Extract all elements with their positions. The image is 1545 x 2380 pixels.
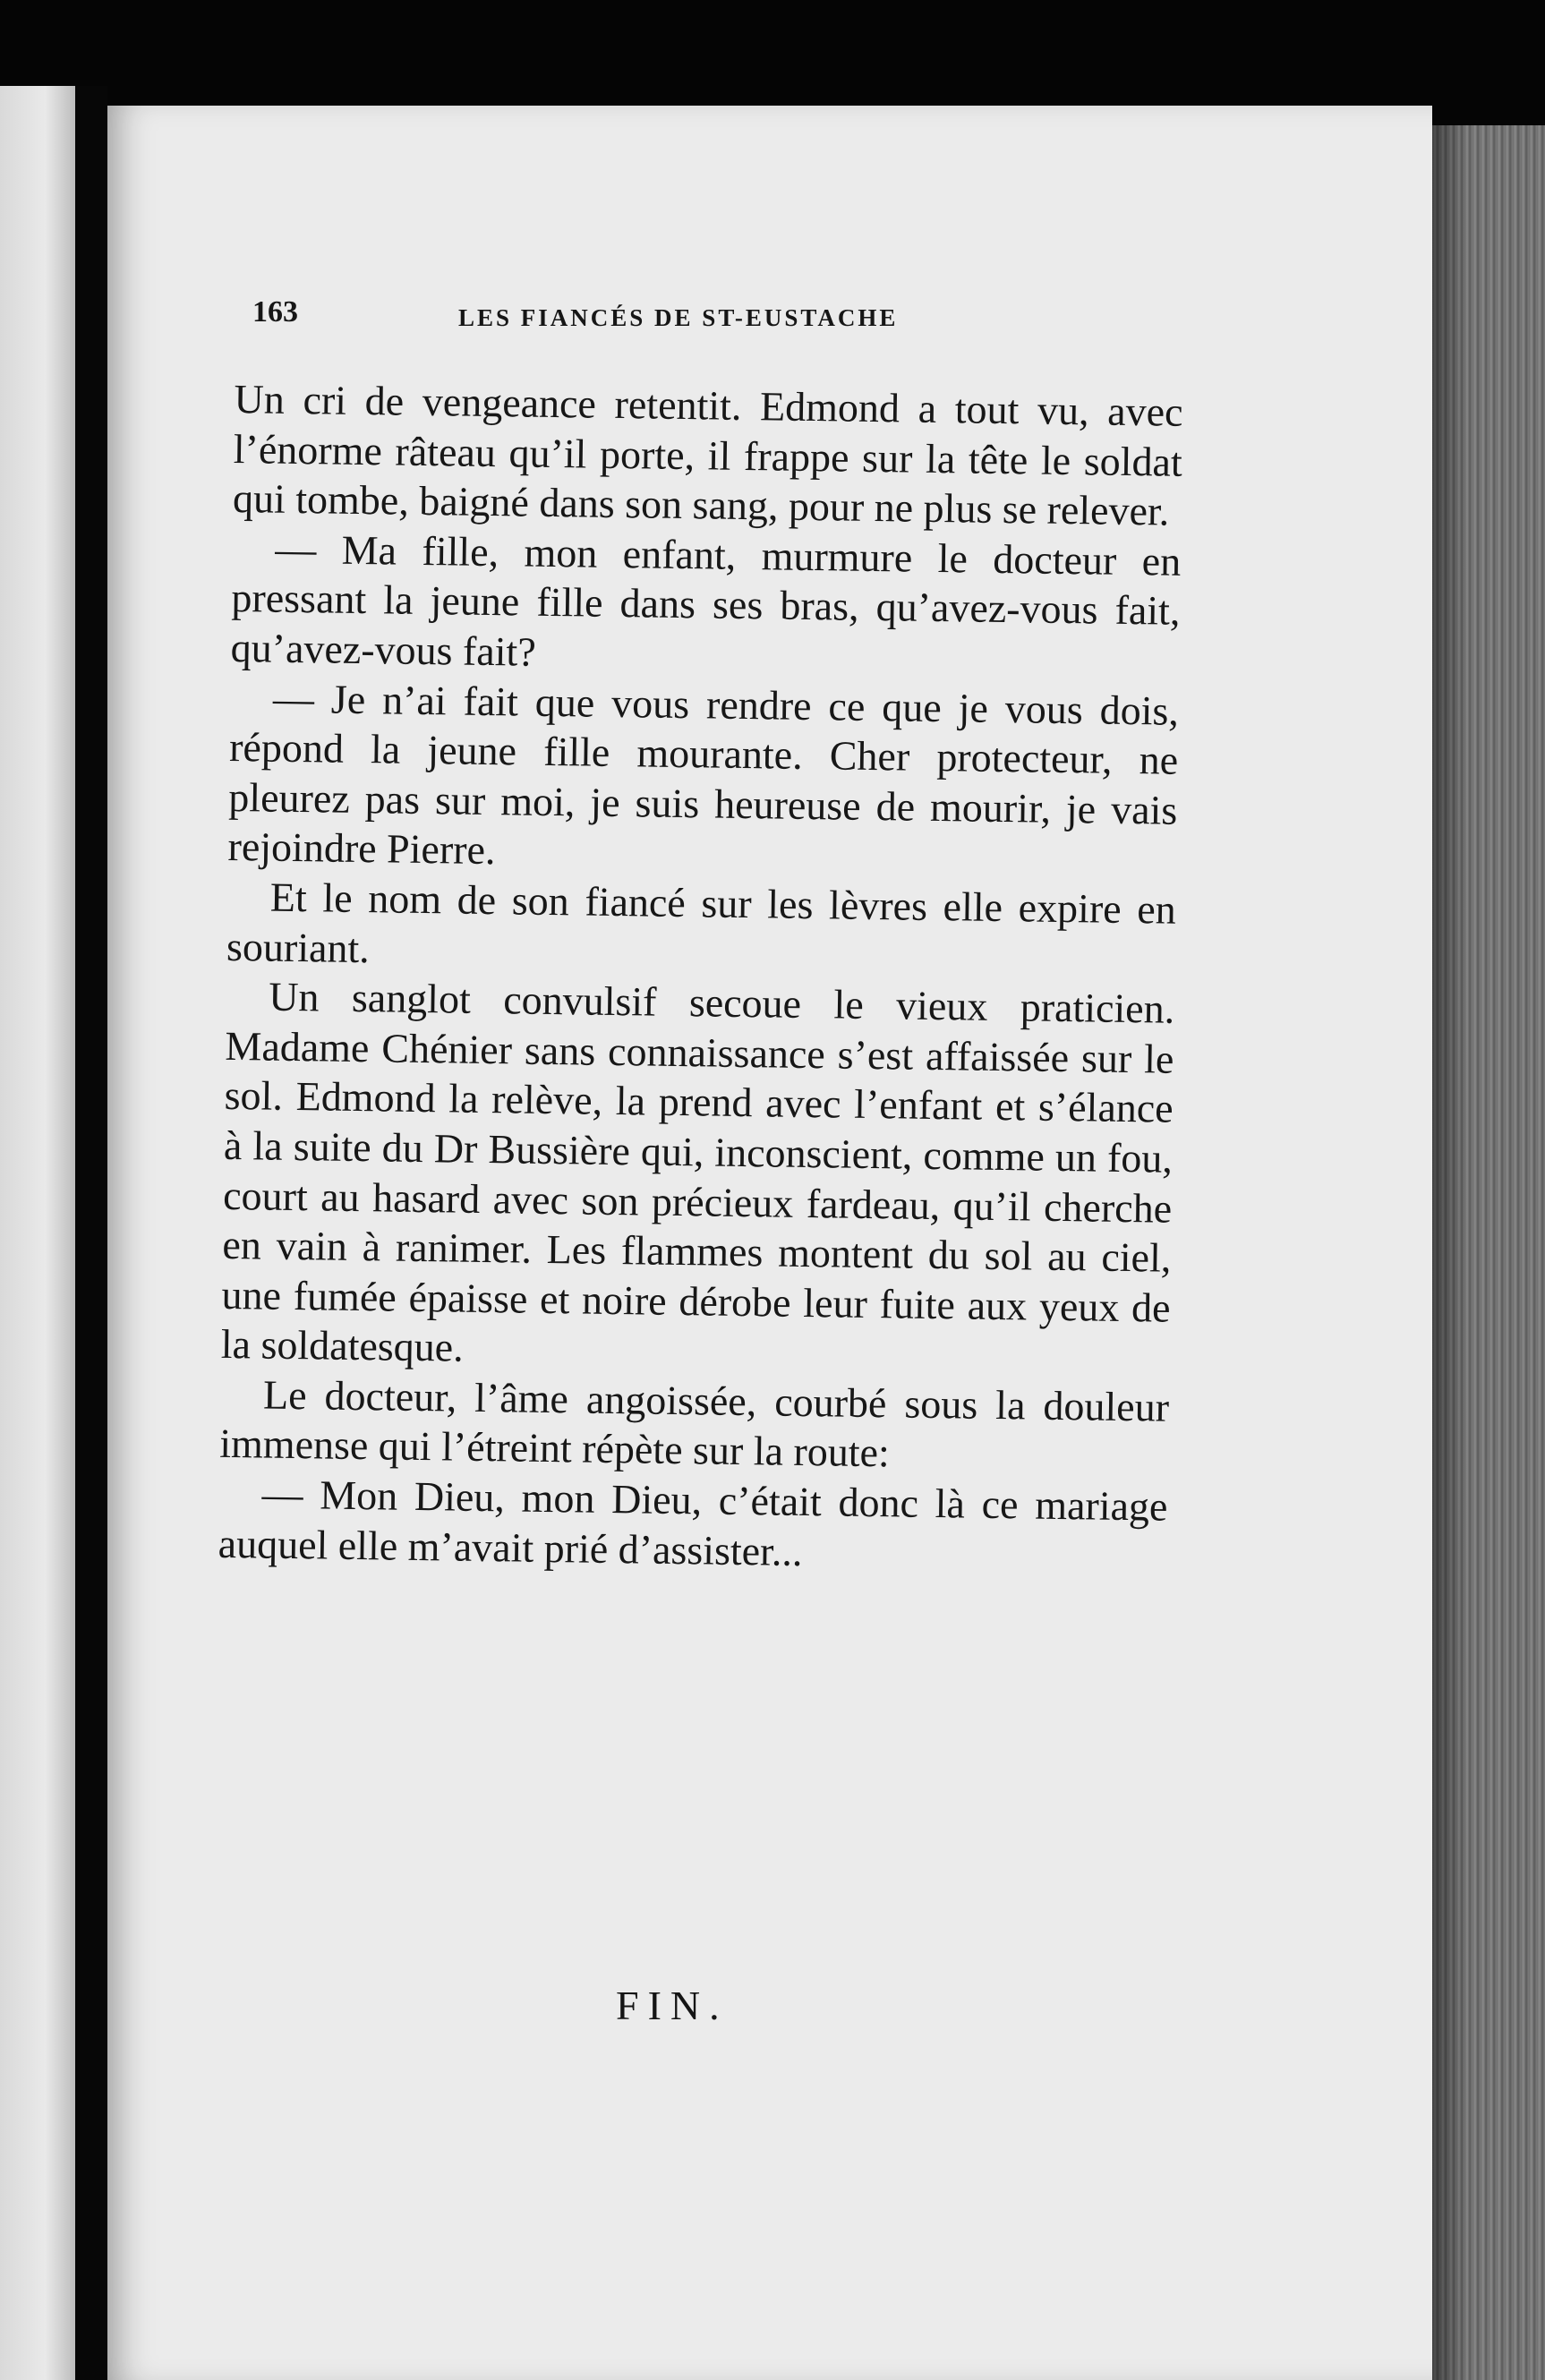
paragraph: — Mon Dieu, mon Dieu, c’était donc là ce mariage auquel elle m’avait prié d’assister... [218, 1471, 1168, 1574]
book-gutter [75, 86, 107, 2380]
paragraph: Un cri de vengeance retentit. Edmond a tout vu, avec l’énorme râteau qu’il porte, il frappe sur la tête le soldat qui tombe, baigné dans son sang, pour ne plus se relever. [232, 375, 1183, 534]
closing-fin: FIN. [616, 1983, 729, 2028]
body-text [218, 374, 1183, 1582]
running-header [252, 295, 1273, 349]
paragraph: Le docteur, l’âme angoissée, courbé sous la douleur immense qui l’étreint répète sur la route: [218, 1371, 1170, 1476]
page-stack-edge [1432, 125, 1545, 2380]
paragraph: Un sanglot convulsif secoue le vieux praticien. Madame Chénier sans connaissance s’est affaissée sur le sol. Edmond la relève, la prend avec l’enfant et s’élance à la suite du Dr Bussière qui, inconscient, comme un fou, court au hasard avec son précieux fardeau, qu’il cherche en vain à ranimer. Les flammes montent du sol au ciel, une fumée épaisse et noire dérobe leur fuite aux yeux de la soldatesque. [220, 973, 1175, 1370]
page-number: 163 [252, 295, 298, 328]
left-page-edge [0, 86, 75, 2380]
paragraph: Et le nom de son fiancé sur les lèvres elle expire en souriant. [226, 874, 1177, 971]
running-title: LES FIANCÉS DE ST-EUSTACHE [458, 304, 899, 331]
paragraph: — Je n’ai fait que vous rendre ce que je vous dois, répond la jeune fille mourante. Cher protecteur, ne pleurez pas sur moi, je suis heureuse de mourir, je vais rejoindre Pierre. [227, 675, 1180, 874]
paragraph: — Ma fille, mon enfant, murmure le docteur en pressant la jeune fille dans ses bras, qu’avez-vous fait, qu’avez-vous fait? [230, 525, 1182, 675]
